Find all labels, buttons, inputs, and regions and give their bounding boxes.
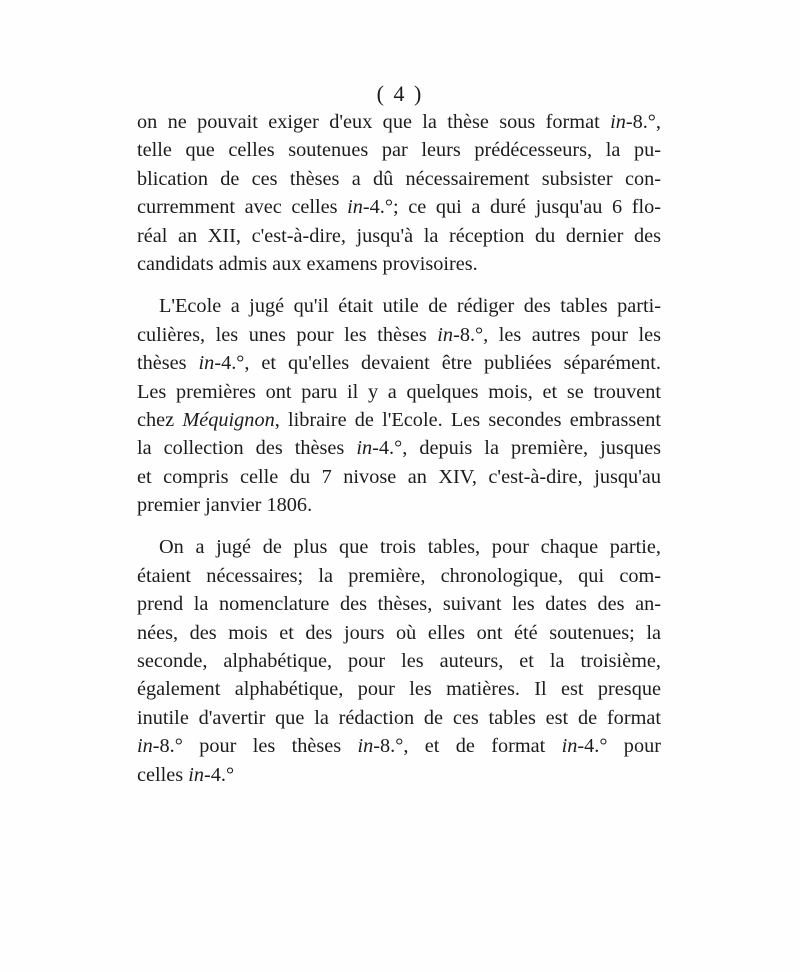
text-line: étaient nécessaires; la première, chronologique, qui com- xyxy=(137,564,661,587)
text-line: premier janvier 1806. xyxy=(137,494,313,517)
text-line: culières, les unes pour les thèses in-8.°, les autres pour les xyxy=(137,323,662,346)
text-line: telle que celles soutenues par leurs prédécesseurs, la pu- xyxy=(137,139,661,162)
text-line: chez Méquignon, libraire de l'Ecole. Les secondes embrassent xyxy=(137,408,662,431)
paragraph-1 xyxy=(137,108,661,278)
text-line: curremment avec celles in-4.°; ce qui a duré jusqu'au 6 flo- xyxy=(137,196,661,219)
text-line: et compris celle du 7 nivose an XIV, c'est-à-dire, jusqu'au xyxy=(137,465,661,488)
text-line: in-8.° pour les thèses in-8.°, et de format in-4.° pour xyxy=(137,735,661,758)
text-line: Les premières ont paru il y a quelques mois, et se trouvent xyxy=(137,380,661,403)
text-line: On a jugé de plus que trois tables, pour chaque partie, xyxy=(159,536,661,559)
paragraph-2 xyxy=(137,292,661,519)
text-line: nées, des mois et des jours où elles ont été soutenues; la xyxy=(137,621,661,644)
text-line: thèses in-4.°, et qu'elles devaient être publiées séparément. xyxy=(137,352,661,375)
text-line: celles in-4.° xyxy=(137,763,235,786)
text-line: candidats admis aux examens provisoires. xyxy=(137,252,478,275)
text-line: seconde, alphabétique, pour les auteurs, et la troisième, xyxy=(137,650,661,673)
text-line: inutile d'avertir que la rédaction de ces tables est de format xyxy=(137,706,661,729)
paragraph-3 xyxy=(137,533,661,789)
text-line: prend la nomenclature des thèses, suivant les dates des an- xyxy=(137,593,661,616)
body-text xyxy=(137,108,661,789)
text-line: également alphabétique, pour les matières. Il est presque xyxy=(137,678,661,701)
page-number: ( 4 ) xyxy=(376,81,424,106)
text-line: la collection des thèses in-4.°, depuis la première, jusques xyxy=(137,437,662,460)
text-line: blication de ces thèses a dû nécessairement subsister con- xyxy=(137,167,661,190)
text-line: L'Ecole a jugé qu'il était utile de rédiger des tables parti- xyxy=(159,295,661,318)
text-line: réal an XII, c'est-à-dire, jusqu'à la réception du dernier des xyxy=(137,224,661,247)
text-line: on ne pouvait exiger d'eux que la thèse sous format in-8.°, xyxy=(137,111,661,133)
